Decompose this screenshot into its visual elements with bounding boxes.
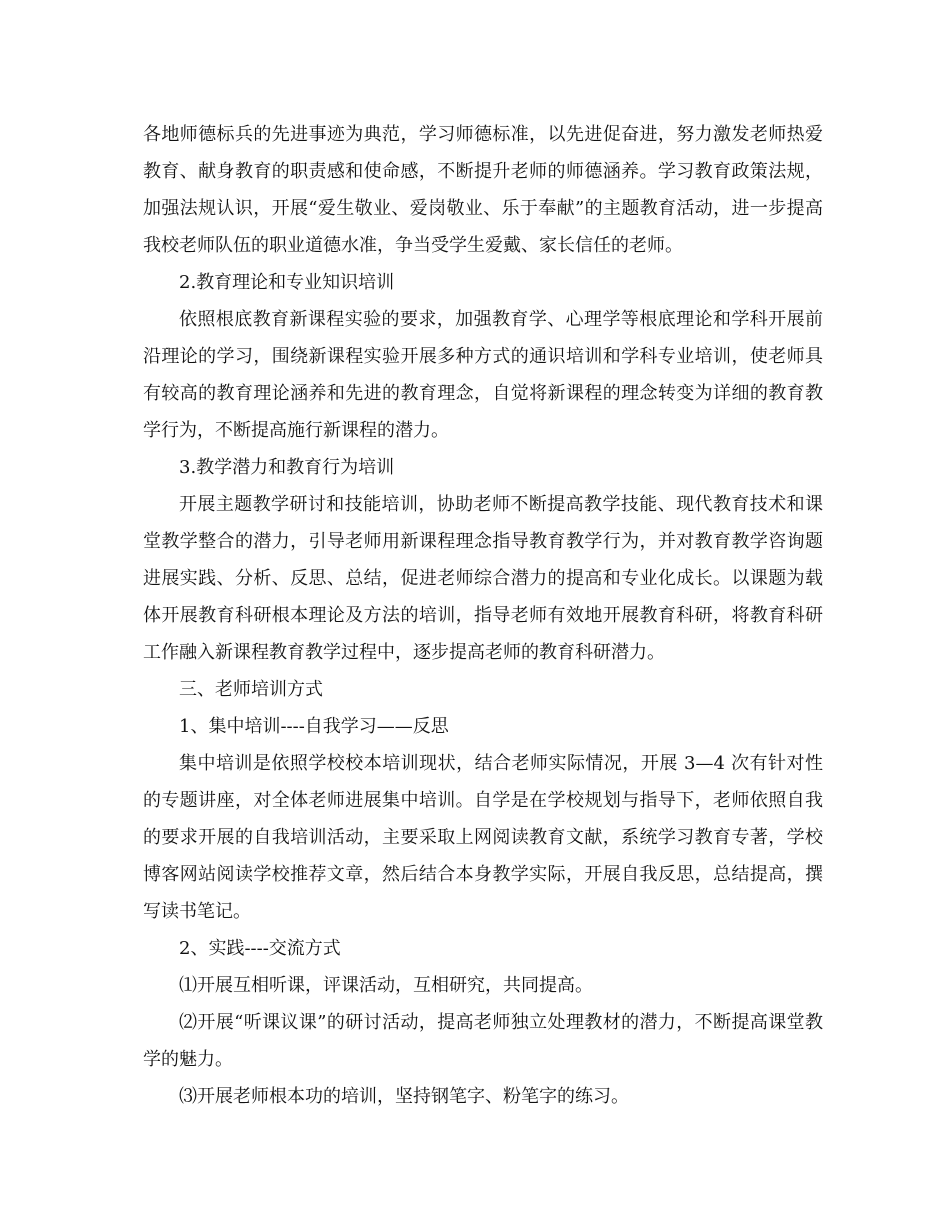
subsection-heading-practice-exchange: 2、实践----交流方式 (179, 938, 341, 959)
list-item-2: ⑵开展“听课议课”的研讨活动，提高老师独立处理教材的潜力，不断提高课堂教学的魅力。 (143, 1012, 823, 1070)
section-heading-training-methods: 三、老师培训方式 (179, 679, 323, 700)
subsection-heading-centralized-training: 1、集中培训----自我学习——反思 (179, 716, 449, 737)
list-item-3: ⑶开展老师根本功的培训，坚持钢笔字、粉笔字的练习。 (179, 1086, 629, 1107)
document-body (143, 116, 823, 1115)
paragraph-education-theory: 依照根底教育新课程实验的要求，加强教育学、心理学等根底理论和学科开展前沿理论的学习，围绕新课程实验开展多种方式的通识培训和学科专业培训，使老师具有较高的教育理论涵养和先进的教育理念，自觉将新课程的理念转变为详细的教育教学行为，不断提高施行新课程的潜力。 (143, 309, 823, 441)
section-heading-teaching-ability: 3.教学潜力和教育行为培训 (179, 457, 395, 478)
list-item-1: ⑴开展互相听课，评课活动，互相研究，共同提高。 (179, 975, 593, 996)
section-heading-education-theory: 2.教育理论和专业知识培训 (179, 272, 395, 293)
paragraph-teaching-ability: 开展主题教学研讨和技能培训，协助老师不断提高教学技能、现代教育技术和课堂教学整合的潜力，引导老师用新课程理念指导教育教学行为，并对教育教学咨询题进展实践、分析、反思、总结，促进老师综合潜力的提高和专业化成长。以课题为载体开展教育科研根本理论及方法的培训，指导老师有效地开展教育科研，将教育科研工作融入新课程教育教学过程中，逐步提高老师的教育科研潜力。 (143, 494, 823, 663)
paragraph-centralized-training: 集中培训是依照学校校本培训现状，结合老师实际情况，开展 3—4 次有针对性的专题讲座，对全体老师进展集中培训。自学是在学校规划与指导下，老师依照自我的要求开展的自我培训活动，主要采取上网阅读教育文献，系统学习教育专著，学校博客网站阅读学校推荐文章，然后结合本身教学实际，开展自我反思，总结提高，撰写读书笔记。 (143, 753, 823, 922)
paragraph-continued: 各地师德标兵的先进事迹为典范，学习师德标准，以先进促奋进，努力激发老师热爱教育、献身教育的职责感和使命感，不断提升老师的师德涵养。学习教育政策法规，加强法规认识，开展“爱生敬业、爱岗敬业、乐于奉献”的主题教育活动，进一步提高我校老师队伍的职业道德水准，争当受学生爱戴、家长信任的老师。 (143, 124, 823, 256)
